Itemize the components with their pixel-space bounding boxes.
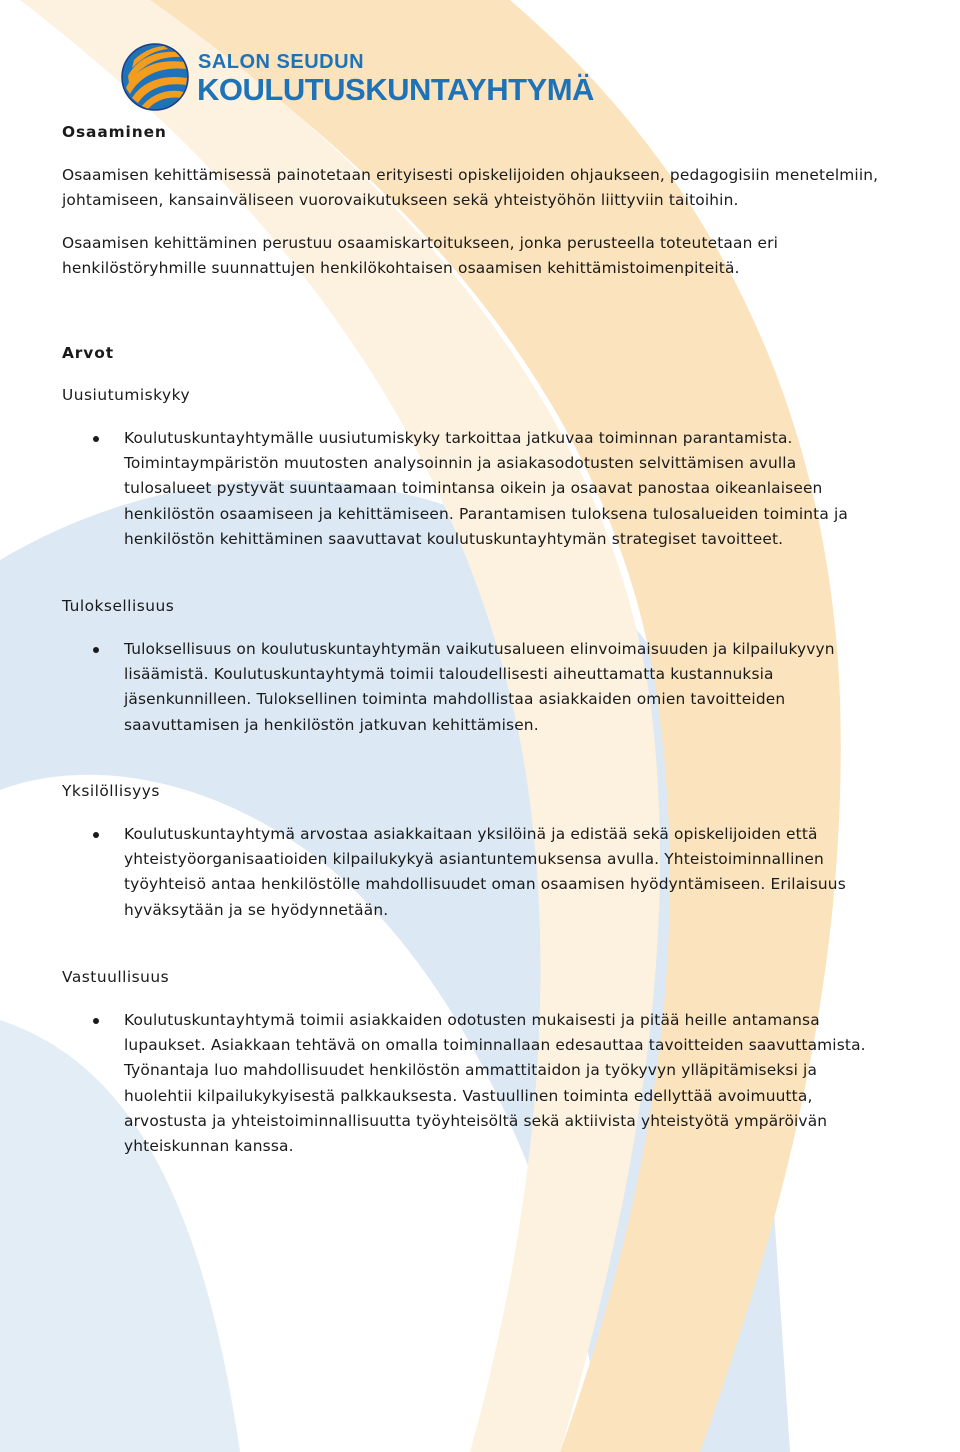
logo-line2: KOULUTUSKUNTAYHTYMÄ [197,72,594,107]
text-line: Koulutuskuntayhtymä toimii asiakkaiden odotusten mukaisesti ja pitää heille antamansa [124,1011,820,1029]
text-line: arvostusta ja yhteistoiminnallisuutta työyhteisöltä sekä aktiivista yhteistyötä ympäröivän [124,1111,828,1130]
section-title-arvot: Arvot [62,344,114,362]
text-line: jäsenkunnilleen. Tuloksellinen toiminta mahdollistaa asiakkaiden omien tavoitteiden [124,690,786,709]
paragraph [62,231,954,281]
text-line: henkilöstöryhmille suunnattujen henkilökohtaisen osaamisen kehittämistoimenpiteitä. [62,259,740,278]
logo-line1: SALON SEUDUN [198,51,365,73]
text-line: huolehtii kilpailukykyisestä palkkauksesta. Vastuullinen toiminta edellyttää avoimuutta, [124,1086,813,1105]
text-line: yhteiskunnan kanssa. [124,1137,294,1156]
section-title-osaaminen: Osaaminen [62,123,167,141]
list-item [124,1008,954,1159]
text-line: Koulutuskuntayhtymä arvostaa asiakkaitaan yksilöinä ja edistää sekä opiskelijoiden että [124,825,818,843]
bullet-dot [93,647,99,653]
text-line: Työnantaja luo mahdollisuudet henkilöstön ammattitaidon ja työkyvyn ylläpitämiseksi ja [124,1061,818,1080]
text-line: henkilöstön kehittäminen saavuttavat koulutuskuntayhtymän strategiset tavoitteet. [124,529,784,548]
text-line: johtamiseen, kansainväliseen vuorovaikutukseen sekä yhteistyöhön liittyviin taitoihin. [62,191,739,210]
text-line: saavuttamisen ja henkilöstön jatkuvan kehittämisen. [124,715,539,734]
text-line: yhteistyöorganisaatioiden kilpailukykyä asiantuntemuksensa avulla. Yhteistoiminnallinen [124,850,824,869]
list-item [124,637,954,738]
text-line: lisäämistä. Koulutuskuntayhtymä toimii taloudellisesti aiheuttamatta kustannuksia [124,665,774,684]
text-line: Osaamisen kehittäminen perustuu osaamiskartoitukseen, jonka perusteella toteutetaan eri [62,234,779,252]
text-line: Tuloksellisuus on koulutuskuntayhtymän vaikutusalueen elinvoimaisuuden ja kilpailukyvyn [124,640,835,658]
text-line: Toimintaympäristön muutosten analysoinnin ja asiakasodotusten selvittämisen avulla [124,454,797,473]
text-line: tulosalueet pystyvät suuntaamaan toimintansa oikein ja osaavat panostaa oikeanlaiseen [124,479,823,498]
paragraph [62,163,954,213]
value-heading-uusiutumiskyky: Uusiutumiskyky [62,386,191,404]
text-line: lupaukset. Asiakkaan tehtävä on omalla toiminnallaan edesauttaa tavoitteiden saavuttamista. [124,1036,866,1055]
value-heading-tuloksellisuus: Tuloksellisuus [62,597,175,615]
bullet-dot [93,832,99,838]
list-item [124,822,954,923]
logo-sphere-icon [120,42,190,112]
value-heading-vastuullisuus: Vastuullisuus [62,968,170,986]
text-line: henkilöstön osaamiseen ja kehittämiseen. Parantamisen tuloksena tulosalueiden toiminta ja [124,504,848,523]
text-line: hyväksytään ja se hyödynnetään. [124,900,389,919]
bullet-dot [93,1018,99,1024]
text-line: Koulutuskuntayhtymälle uusiutumiskyky tarkoittaa jatkuvaa toiminnan parantamista. [124,429,793,447]
value-heading-yksilollisyys: Yksilöllisyys [62,782,160,800]
text-line: työyhteisö antaa henkilöstölle mahdollisuudet oman osaamisen hyödyntämiseen. Erilaisuus [124,875,846,894]
bullet-dot [93,436,99,442]
list-item [124,426,954,552]
text-line: Osaamisen kehittämisessä painotetaan erityisesti opiskelijoiden ohjaukseen, pedagogisiin menetelmiin, [62,166,879,184]
